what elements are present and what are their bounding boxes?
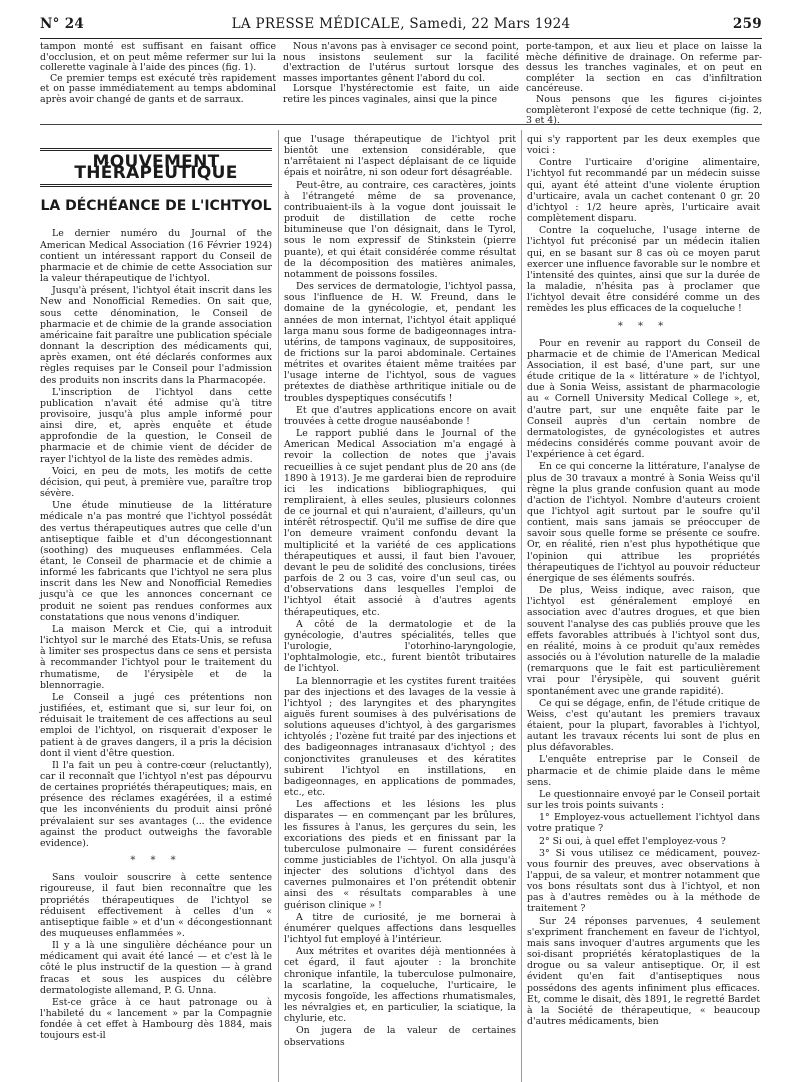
paragraph: Une étude minutieuse de la littérature médicale n'a pas montré que l'ichtyol possédât des vertus thérapeutiques autres que celle d'un antiseptique faible et d'un décongestionnant (soothing) des muqueuses enflammées. Cela étant, le Conseil de pharmacie et de chimie a informé les fabricants que l'ichtyol ne sera plus inscrit dans les New and Nonofficial Remedies jusqu'à ce que les annonces concernant ce produit ne soient pas rendues conformes aux constatations que nous venons d'indiquer. — [40, 500, 272, 623]
paragraph: Des services de dermatologie, l'ichtyol passa, sous l'influence de H. W. Freund, dans le domaine de la gynécologie, et, pendant les années de mon internat, l'ichtyol était appliqué larga manu sous forme de badigeonnages intra-utérins, de tampons vaginaux, de suppositoires, de frictions sur la paroi abdominale. Certaines métrites et ovarites étaient même traitées par l'usage interne de l'ichtyol, sous de vagues prétextes de diathèse arthritique initiale ou de troubles dyspeptiques consécutifs ! — [284, 281, 516, 404]
article-col-1 — [40, 148, 272, 1082]
paragraph: Contre la coqueluche, l'usage interne de l'ichtyol fut préconisé par un médecin italien qui, en se basant sur 8 cas où ce moyen parut exercer une influence favorable sur le nombre et l'intensité des quintes, ainsi que sur la durée de la maladie, n'hésita pas à proclamer que l'ichtyol devait être considéré comme un des remèdes les plus efficaces de la coqueluche ! — [527, 225, 760, 315]
paragraph: Jusqu'à présent, l'ichtyol était inscrit dans les New and Nonofficial Remedies. On sait que, sous cette dénomination, le Conseil de pharmacie et de chimie de la grande association américaine fait paraître une publication spéciale donnant la description des médicaments qui, après examen, ont été déclarés conformes aux règles requises par le Conseil pour l'admission des produits non inscrits dans la Pharmacopée. — [40, 285, 272, 386]
paragraph: La maison Merck et Cie, qui a introduit l'ichtyol sur le marché des Etats-Unis, se refusa à limiter ses prospectus dans ce sens et persista à recommander l'ichtyol pour le traitement du rhumatisme, de l'érysipèle et de la blennorragie. — [40, 623, 272, 691]
header-rule — [40, 38, 762, 39]
journal-title: LA PRESSE MÉDICALE, Samedi, 22 Mars 1924 — [231, 16, 571, 32]
section-title: MOUVEMENT THÉRAPEUTIQUE — [40, 148, 272, 187]
paragraph: En ce qui concerne la littérature, l'analyse de plus de 30 travaux a montré à Sonia Weiss qu'il règne la plus grande confusion quant au mode d'action de l'ichtyol. Nombre d'auteurs croient que l'ichtyol agit surtout par le soufre qu'il contient, mais sans jamais se préoccuper de savoir sous quelle forme se présente ce soufre. Or, en réalité, rien n'est plus hypothétique que l'opinion qui attribue les propriétés thérapeutiques de l'ichtyol au pouvoir réducteur énergique de ses éléments soufrés. — [527, 461, 760, 584]
column-separator — [521, 130, 522, 1082]
article-title: LA DÉCHÉANCE DE L'ICHTYOL — [40, 198, 272, 215]
paragraph: A côté de la dermatologie et de la gynécologie, d'autres spécialités, telles que l'urologie, l'otorhino-laryngologie, l'ophtalmologie, etc., furent bientôt tributaires de l'ichtyol. — [284, 618, 516, 675]
paragraph: Ce premier temps est exécuté très rapidement et on passe immédiatement au temps abdominal après avoir changé de gants et de sarraux. — [40, 72, 276, 105]
paragraph: On jugera de la valeur de certaines observations — [284, 1025, 516, 1048]
paragraph: A titre de curiosité, je me bornerai à énumérer quelques affections dans lesquelles l'ichtyol fut employé à l'intérieur. — [284, 911, 516, 946]
paragraph: Le dernier numéro du Journal of the American Medical Association (16 Février 1924) contient un intéressant rapport du Conseil de pharmacie et de chimie de cette Association sur la valeur thérapeutique de l'ichtyol. — [40, 228, 272, 285]
page-number: 259 — [732, 16, 762, 32]
paragraph: La blennorragie et les cystites furent traitées par des injections et des lavages de la vessie à l'ichtyol ; des laryngites et des pharyngites aiguës furent soumises à des pulvérisations de solutions aqueuses d'ichtyol, à des gargarismes ichtyolés ; l'ozène fut traité par des injections et des badigeonnages intranasaux d'ichtyol ; des conjonctivites granuleuses et des kératites subirent l'ichtyol en instillations, en badigeonnages, en applications de pommades, etc., etc. — [284, 675, 516, 799]
paragraph: Nous n'avons pas à envisager ce second point, nous insistons seulement sur la facilité d'extraction de l'utérus surtout lorsque des masses importantes gênent l'abord du col. — [283, 41, 519, 84]
paragraph: Nous pensons que les figures ci-jointes complèteront l'exposé de cette technique (fig. 2, 3 et 4). — [526, 93, 762, 127]
paragraph: Aux métrites et ovarites déjà mentionnées à cet égard, il faut ajouter : la bronchite chronique infantile, la tuberculose pulmonaire, la scarlatine, la coqueluche, l'urticaire, le mycosis fongoïde, les affections rhumatismales, les névralgies et, en particulier, la sciatique, la chylurie, etc. — [284, 946, 516, 1025]
paragraph: Le rapport publié dans le Journal of the American Medical Association m'a engagé à revoir la collection de notes que j'avais recueillies à ce sujet pendant plus de 20 ans (de 1890 à 1913). Je me garderai bien de reproduire ici les indications bibliographiques, qui rempliraient, à elles seules, plusieurs colonnes de ce journal et qui n'auraient, d'ailleurs, qu'un intérêt rétrospectif. Qu'il me suffise de dire que l'on demeure vraiment confondu devant la multiplicité et la variété de ces applications thérapeutiques et aussi, il faut bien l'avouer, devant le peu de solidité des conclusions, tirées parfois de 2 ou 3 cas, voire d'un seul cas, ou d'observations dans lesquelles l'emploi de l'ichtyol était associé à d'autres agents thérapeutiques, etc. — [284, 428, 516, 618]
issue-number: N° 24 — [40, 16, 85, 32]
paragraph: Les affections et les lésions les plus disparates — en commençant par les brûlures, les fissures à l'anus, les gerçures du sein, les excoriations des pieds et en finissant par la tuberculose pulmonaire — furent considérées comme justiciables de l'ichtyol. On alla jusqu'à injecter des solutions d'ichtyol dans des cavernes pulmonaires et l'on prétendit obtenir ainsi des « résultats comparables à une guérison clinique » ! — [284, 799, 516, 911]
continuation-col-3 — [526, 41, 762, 127]
section-divider — [40, 124, 762, 125]
paragraph: porte-tampon, et aux lieu et place on laisse la mèche définitive de drainage. On referme par-dessus les tranches vaginales, et on peut en compléter la section en cas d'infiltration cancéreuse. — [526, 41, 762, 95]
paragraph: tampon monté est suffisant en faisant office d'occlusion, et on peut même refermer sur lui la collerette vaginale à l'aide des pinces (fig. 1). — [40, 41, 276, 74]
continuation-col-1 — [40, 42, 276, 114]
paragraph: Il l'a fait un peu à contre-cœur (reluctantly), car il reconnaît que l'ichtyol n'est pas dépourvu de certaines propriétés thérapeutiques; mais, en présence des réclames exagérées, il a estimé que les inconvénients du produit ainsi prôné prévalaient sur ses avantages (... the evidence against the product outweighs the favorable evidence). — [40, 759, 272, 849]
paragraph: De plus, Weiss indique, avec raison, que l'ichtyol est généralement employé en association avec d'autres drogues, et que bien souvent l'analyse des cas publiés prouve que les effets favorables attribués à l'ichtyol sont dus, en réalité, moins à ce produit qu'aux remèdes associés ou à l'évolution naturelle de la maladie (remarquons que le fait est particulièrement vrai pour l'érysipèle, qui souvent guérit spontanément avec une grande rapidité). — [527, 585, 760, 697]
asterism: * * * — [617, 320, 670, 332]
paragraph: Sans vouloir souscrire à cette sentence rigoureuse, il faut bien reconnaître que les propriétés thérapeutiques de l'ichtyol se réduisent effectivement à celles d'un « antiseptique faible » et d'un « décongestionnant des muqueuses enflammées ». — [40, 872, 272, 939]
paragraph: L'enquête entreprise par le Conseil de pharmacie et de chimie plaide dans le même sens. — [527, 754, 760, 788]
column-separator — [278, 130, 279, 1082]
paragraph: Contre l'urticaire d'origine alimentaire, l'ichtyol fut recommandé par un médecin suisse qui, ayant été atteint d'une violente éruption d'urticaire, avala un cachet contenant 0 gr. 20 d'ichtyol : 1/2 heure après, l'urticaire avait complètement disparu. — [527, 157, 760, 225]
list-item: 2° Si oui, à quel effet l'employez-vous ? — [539, 835, 726, 847]
paragraph: Le Conseil a jugé ces prétentions non justifiées, et, estimant que si, sur leur foi, on réduisait le traitement de ces affections au seul emploi de l'ichtyol, on risquerait d'exposer le patient à de graves dangers, il a pris la décision dont il vient d'être question. — [40, 691, 272, 759]
page-header — [40, 16, 762, 36]
continuation-col-2 — [283, 42, 519, 114]
article-col-2 — [284, 134, 516, 1082]
list-item: 1° Employez-vous actuellement l'ichtyol dans votre pratique ? — [527, 812, 760, 835]
paragraph: Est-ce grâce à ce haut patronage ou à l'habileté du « lancement » par la Compagnie fondée à cet effet à Hambourg dès 1884, mais toujours est-il — [40, 996, 272, 1042]
paragraph: L'inscription de l'ichtyol dans cette publication n'avait été admise qu'à titre provisoire, jusqu'à plus ample informé pour ainsi dire, et, après enquête et étude approfondie de la question, le Conseil de pharmacie et de chimie vient de décider de rayer l'ichtyol de la liste des remèdes admis. — [40, 386, 272, 465]
paragraph: Pour en revenir au rapport du Conseil de pharmacie et de chimie de l'American Medical Association, il est basé, d'une part, sur une étude critique de la « littérature » de l'ichtyol, due à Sonia Weiss, assistant de pharmacologie au « Cornell University Medical College », et, d'autre part, sur une enquête faite par le Conseil auprès d'un certain nombre de dermatologistes, de gynécologistes et autres médecins considérés comme pouvant avoir de l'expérience à cet égard. — [527, 337, 760, 461]
paragraph: Le questionnaire envoyé par le Conseil portait sur les trois points suivants : — [527, 788, 760, 812]
paragraph: Sur 24 réponses parvenues, 4 seulement s'expriment franchement en faveur de l'ichtyol, mais sans invoquer d'autres arguments que les soi-disant propriétés kératoplastiques de la drogue ou sa valeur antiseptique. Or, il est évident qu'en fait d'antiseptiques nous possédons des agents infiniment plus efficaces. Et, comme le disait, dès 1891, le regretté Bardet à la Société de thérapeutique, « beaucoup d'autres médicaments, bien — [527, 915, 760, 1028]
article-col-3 — [527, 134, 760, 1082]
paragraph: que l'usage thérapeutique de l'ichtyol prit bientôt une extension considérable, que n'arrêtaient ni l'aspect déplaisant de ce liquide épais et noirâtre, ni son odeur fort désagréable. — [284, 134, 516, 179]
paragraph: Il y a là une singulière déchéance pour un médicament qui avait été lancé — et c'est là le côté le plus instructif de la question — à grand fracas et sous les auspices du célèbre dermatologiste allemand, P. G. Unna. — [40, 940, 272, 996]
paragraph: Voici, en peu de mots, les motifs de cette décision, qui peut, à première vue, paraître trop sévère. — [40, 465, 272, 500]
asterism: * * * — [130, 855, 182, 867]
paragraph: Peut-être, au contraire, ces caractères, joints à l'étrangeté même de sa provenance, contribuaient-ils à la vogue dont jouissait le produit de distillation de cette roche bitumineuse que l'on désignait, dans le Tyrol, sous le nom expressif de Stinkstein (pierre puante), et qui était considérée comme résultat de la décomposition des matières animales, notamment de poissons fossiles. — [284, 179, 516, 280]
paragraph: Et que d'autres applications encore on avait trouvées à cette drogue nauséabonde ! — [284, 404, 516, 427]
list-item: 3° Si vous utilisez ce médicament, pouvez-vous fournir des preuves, avec observations à l'appui, de sa valeur, et montrer notamment que vos bons résultats sont dus à l'ichtyol, et non pas à d'autres remèdes ou à la méthode de traitement ? — [527, 847, 760, 915]
paragraph: Ce qui se dégage, enfin, de l'étude critique de Weiss, c'est qu'autant les premiers travaux étaient, pour la plupart, favorables à l'ichtyol, autant les travaux récents lui sont de plus en plus défavorables. — [527, 697, 760, 754]
paragraph: qui s'y rapportent par les deux exemples que voici : — [527, 134, 760, 157]
paragraph: Lorsque l'hystérectomie est faite, un aide retire les pinces vaginales, ainsi que la pince — [283, 83, 519, 105]
